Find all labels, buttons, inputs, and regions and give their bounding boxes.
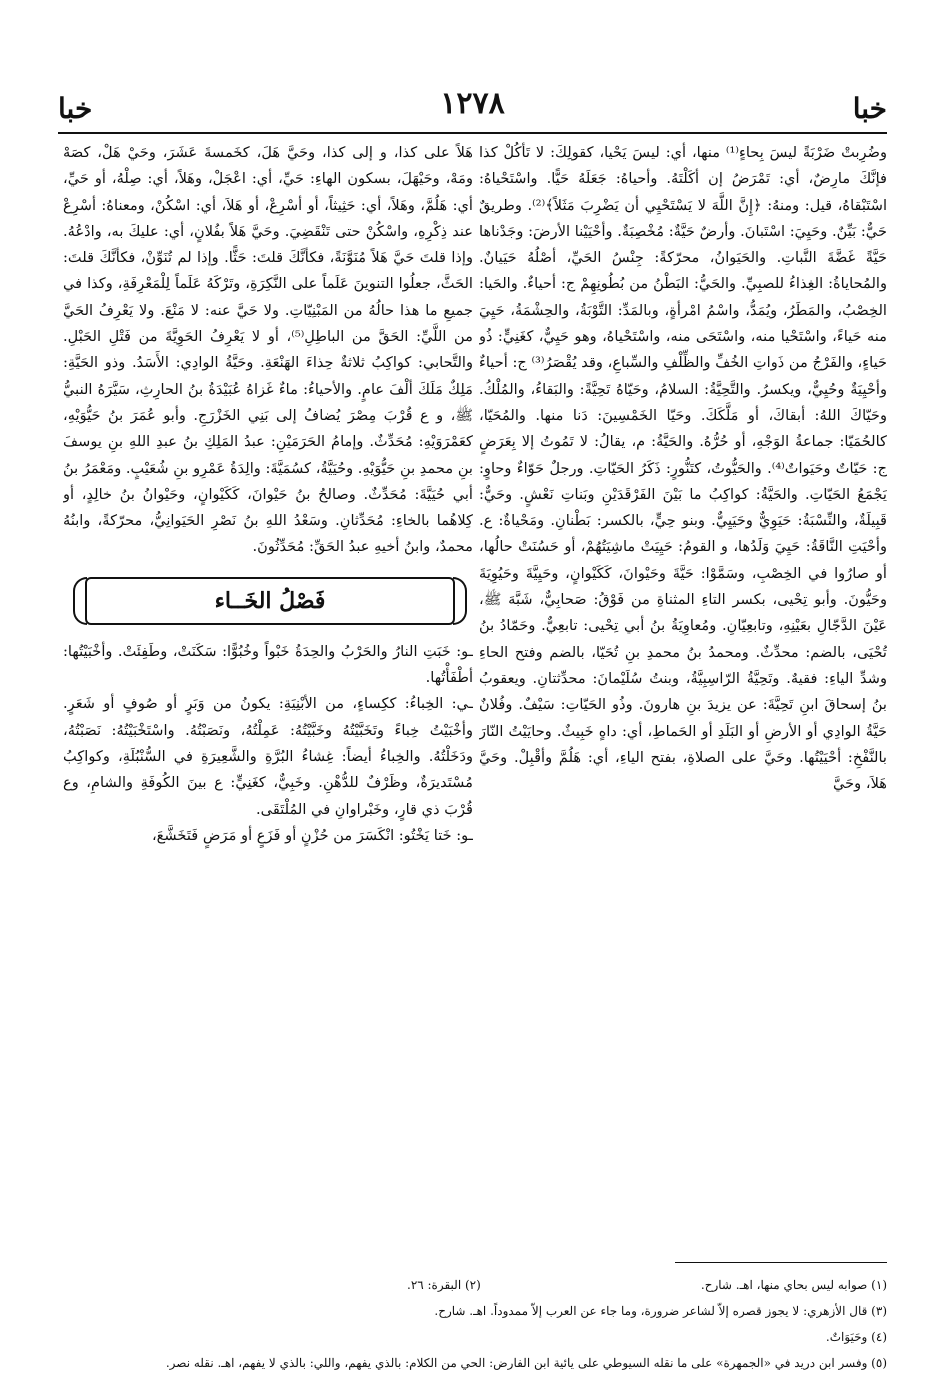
footnote-3: (٣) قال الأزهري: لا يجوز قصره إلاّ لشاعر ضرورة، وما جاء عن العرب إلاّ ممدوداً. اهـ. شارح. [434,1304,887,1318]
footnote-4: (٤) وحَيَوَاتٌ. [825,1330,887,1344]
footnotes [58,1272,887,1376]
left-column [63,140,473,1245]
page-header [58,78,887,128]
page-number: ١٢٧٨ [440,86,505,121]
section-header-box [85,577,455,625]
entry-khata: ـو: خَتا يَخْتُو: انْكَسَرَ من حُزْنٍ أو فَزَعٍ أو مَرَضٍ فَتَخَشَّعَ، [151,826,473,844]
entry-khaba-ya: ـي: الخِباءُ: ككِساءٍ، من الأبْنِيَةِ: يكونُ من وَبَرٍ أو صُوفٍ أو شَعَرٍ. وأخْبَيْتُ خِباءً وتَخَبَّيْتُهُ وخَبَّيْتُهُ: عَمِلْتُهُ، ونَصَبْتُهُ. واسْتَخْبَيْتُهُ: نَصَبْتُهُ، ودَخَلْتُهُ. والخِباءُ أيضاً: غِشاءُ البُرَّةِ والشَّعِيرَةِ في السُّنْبُلَةِ، وكواكِبُ مُسْتَديرَةٌ، وظَرْفٌ للدُّهْنِ. وخَبِيٌّ، كغَنِيٍّ: ع بينَ الكُوفَةِ والشامِ، وع قُرْبَ ذي قارٍ، وخَبْراوانِ في المُلْتَقَى. [63,695,473,818]
header-left-word: خبا [58,92,93,125]
section-title: فَصْلُ الخَــاء [214,587,326,614]
left-column-text: هَلاً على كذا، و إلى كذا، وحَيَّ هَلَ، كخَمسةَ عَشَرَ، وحَيْ هَلْ، كصَهْ ومَهْ، وحَيْهَلَ، بسكون الهاءِ: حَيِّ، أي: اعْجَلْ، وهَلاً، أي: صِلْهُ، أو حَيِّ، أي: هَلُمَّ، وهَلاً، أي: حَثِيثاً، أو أسْرِعْ، أو هَلاَ، أي: اسْكُنْ، ومعناهُ: أسْرِعْ عند ذِكْرِهِ، واسْكُنْ حتى تَنْقَضِيَ. وحَيَّ هَلاً بفُلانٍ، أي: عليكَ به، وادْعُهُ. وإذا قلتَ حَيَّ هَلاً مُنَوَّنَةً، فكأنَّكَ قلتَ: حَثًّا. وإذا لم تُنَوِّنْ، فكأنَّكَ قلتَ: الحَثَّ، جعلُوا التنوينَ عَلَماً على النَّكِرَةِ، وتَرْكَهُ عَلَماً لِلْمَعْرِفَةِ، وكذا في جميعِ ما هذا حالُهُ من المَبْنِيّاتِ. ولا حَيَّ عنه: لا مَنْعَ. ولا يَعْرِفُ الحَيَّ من اللَّيِّ: الحَقَّ من الباطِلِ⁽⁵⁾، أو لا يَعْرِفُ الحَوِيَّةَ من فَتْلِ الحَبْلِ. والتَّحابي: كواكِبُ ثلاثةٌ حِذاءَ الهَنْعَةِ. وحَيَّةُ الوادِي: الأَسَدُ. وذو الحَيَّةِ: مَلِكٌ مَلَكَ ألْفَ عامٍ. والأحياءُ: ماءٌ غَزاهُ عُبَيْدَةُ بنُ الحارِثِ، سَيَّرَهُ النبيُّ ﷺ، و ع قُرْبَ مِصْرَ يُضافُ إلى بَنِي الخَزْرَجِ. وأبو عُمَرَ بنُ حَيُّوَيْهِ، كعَمْرَوَيْهِ: مُحَدِّثٌ. وإمامُ الحَرَمَيْنِ: عبدُ المَلِكِ بنُ عبدِ اللهِ بنِ يوسفَ بنِ محمدِ بنِ حَيُّوَيْهِ. وحُيَيَّةُ، كسُمَيَّةَ: والِدَةُ عَمْرِو بنِ شُعَيْبٍ. ومَعْمَرُ بنُ أبي حُيَيَّةَ: مُحَدِّثٌ. وصالحُ بنُ حَيْوانَ، كَكَيْوانٍ، وحَيْوانُ بنُ خالِدٍ، أو كِلاهُما بالخاءِ: مُحَدِّثانِ. وسَعْدُ اللهِ بنُ نَصْرِ الحَيَوانِيُّ، محرّكةً، وابنُهُ محمدٌ، وابنُ أخيهِ عبدُ الحَقِّ: مُحَدِّثُونَ. [63,144,473,556]
footnote-1: (١) صوابه ليس بحاي منها، اهـ. شارح. [700,1278,887,1292]
header-right-word: خبا [852,92,887,125]
entry-khaba-waw: ـو: خَبَتِ النارُ والحَرْبُ والحِدَةُ خَبْواً وخُبُوًّا: سَكَنَتْ، وطَفِئَتْ. وأخْبَيْتُها: أطْفَأْتُها. [63,642,473,687]
header-rule [58,132,887,134]
right-column [479,140,887,1245]
footnote-2: (٢) البقرة: ٢٦. [406,1278,481,1292]
right-column-text: وضُرِبتْ ضَرْبَةً ليسَ بِحاءٍ⁽¹⁾ منها، أي: ليسَ يَحْيا، كقولِكَ: لا تَأكُلْ كذا فإنَّكَ مارِضٌ، أي: تَمْرَضُ إن أكَلْتَهُ. وأحياهُ: جَعَلَهُ حَيًّا. واسْتَحْياهُ: اسْتَبْقاهُ، قيل: ومنهُ: ﴿إِنَّ اللَّهَ لا يَسْتَحْيِي أن يَضْرِبَ مَثَلاً﴾⁽²⁾. وطريقٌ حَيٌّ: بَيِّنٌ. وحَيِيَ: اسْتَبانَ. وأرضٌ حَيَّةٌ: مُخْصِبَةٌ. وأحْيَيْنا الأرضَ: وجَدْناها حَيَّةً غَضَّةَ النَّباتِ. والحَيَوانُ، محرّكةً: جِنْسُ الحَيِّ، أصْلُهُ حَيَيانٌ. والمُحاياةُ: الغِذاءُ للصبِيِّ. والحَيُّ: البَطْنُ من بُطُونِهِمْ ج: أحياءٌ. والحَيا: الخِصْبُ، والمَطَرُ، ويُمَدُّ، واسْمُ امْرأةٍ، وبالمَدِّ: التَّوْبَةُ، والحِشْمَةُ، حَيِيَ منه حَياءً، واسْتَحْيا منه، واسْتَحَى منه، واسْتَحْياهُ، وهو حَيِيٌّ، كغَنِيٍّ: ذُو حَياءٍ، والفَرْجُ من ذَواتِ الخُفِّ والظِّلْفِ والسِّباعِ، وقد يُقْصَرُ⁽³⁾ ج: أحياءٌ وأحْيِيَةٌ وحُيِيٌّ، ويكسرُ. والتَّحِيَّةُ: السلامُ، وحَيّاهُ تَحِيَّةً: والبَقاءُ، والمُلْكُ. وحَيّاكَ اللهُ: أبقاكَ، أو مَلَّكَكَ. وحَيّا الخَمْسِينَ: دَنا منها. والمُحَيّا، كالحُمَيّا: جماعةُ الوَجْهِ، أو حُرُّهُ. والحَيَّةُ: م، يقالُ: لا تَمُوتُ إلا بِعَرَضٍ ج: حَيّاتٌ وحَيَواتٌ⁽⁴⁾. والحَيُّوتُ، كتَنُّورٍ: ذَكَرُ الحَيّاتِ. ورجلٌ حَوّاءٌ وحاوٍ: يَجْمَعُ الحَيّاتِ. والحَيَّةُ: كواكِبُ ما بَيْنَ الفَرْقَدَيْنِ وبَناتِ نَعْشٍ. وحَيٌّ: قَبِيلَةٌ، والنِّسْبَةُ: حَيَوِيٌّ وحَيَيِيٌّ. وبنو حِيٍّ، بالكسر: بَطْنانِ. ومَحْياةٌ: ع. وأحْيَتِ النَّاقَةُ: حَيِيَ وَلَدُها، و القومُ: حَيِيَتْ ماشِيَتُهُمْ، أو حَسُنَتْ حالُها، أو صارُوا في الخِصْبِ، وسَمَّوْا: حَيَّةَ وحَيْوانَ، كَكَيْوانٍ، وحَيِيَّةَ وحَيُوِيَةَ وحَيُّونَ. وأبو تِحْيى، بكسر التاءِ المثناةِ من فَوْقُ: صَحابِيٌّ، شَبَّهَ ﷺ، عَيْنَ الدَّجّالِ بعَيْنِهِ، وتابعِيّانِ. ومُعاوِيَةُ بنُ أبي تِحْيى: تابعِيٌّ. وحَمّادُ بنُ تُحْيَى، بالضم: محدِّثٌ. ومحمدُ بنُ محمدِ بنِ تُحَيّا، بالضم وفتح الحاءِ وشدِّ الياءِ: فقيهٌ. وتَحِيَّةُ الرّاسِبِيَّةُ، وبنتُ سُلَيْمانَ: محدِّثتانِ. ويعقوبُ بنُ إسحاقَ ابنِ تَحِيَّةَ: عن يزيدَ بنِ هارونَ. وذُو الحَيّاتِ: سَيْفٌ. وفُلانٌ حَيَّةُ الوادِي أو الأرضِ أو البَلَدِ أو الحَماطِ، أي: داهٍ خَبِيثٌ. وحايَيْتُ النّارَ بالنَّفْخِ: أحْيَيْتُها. وحَيَّ على الصلاةِ، بفتح الياءِ، أي: هَلُمَّ وأقْبِلْ. وحَيَّ هَلاَ، وحَيَّ [479,144,887,793]
footnote-rule [675,1262,887,1263]
footnote-5: (٥) وفسر ابن دريد في «الجمهرة» على ما نقله السيوطي على يائية ابن الفارض: الحي من الكلام: بالذي يفهم، واللي: بالذي لا يفهم، اهـ. نقله نصر. [165,1356,887,1370]
